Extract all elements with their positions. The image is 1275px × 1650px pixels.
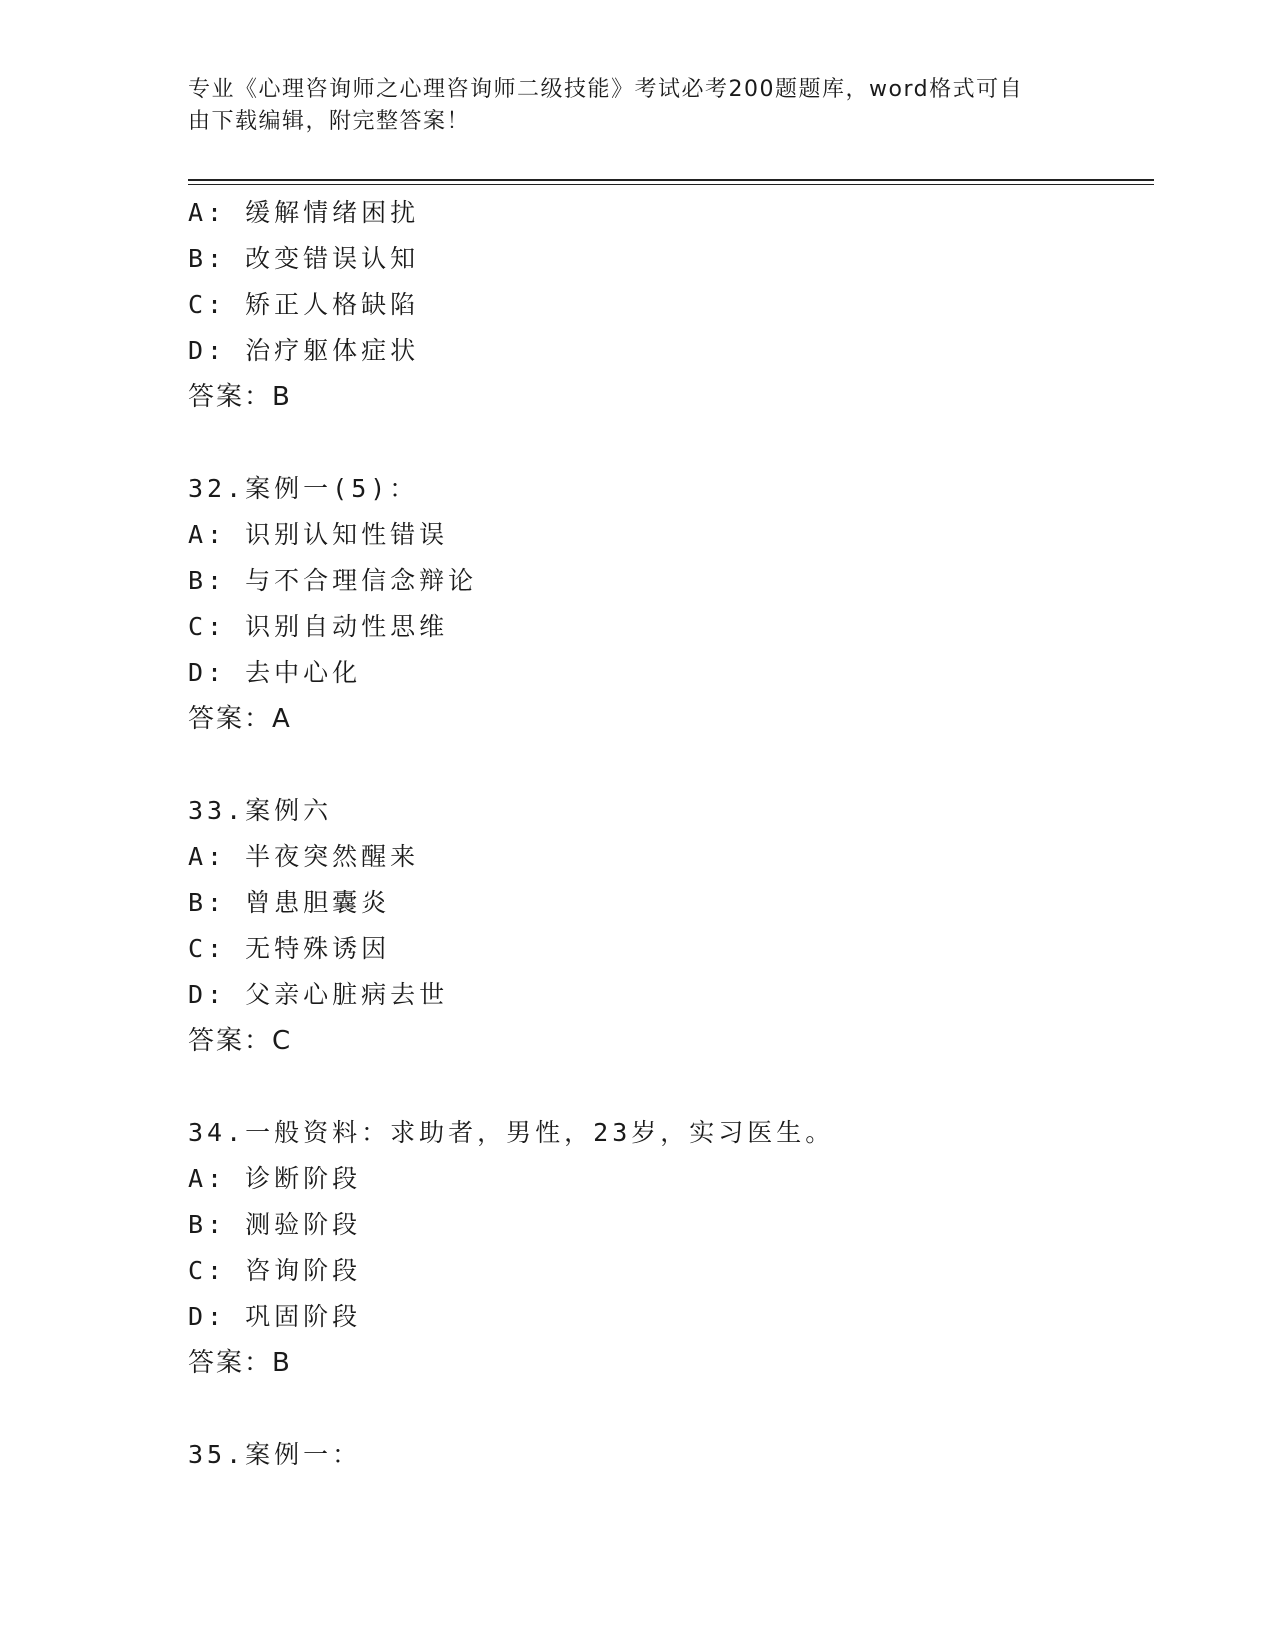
question-title: 32.案例一(5)：: [188, 474, 419, 503]
spacer: [188, 742, 1148, 788]
header-divider-thin: [188, 184, 1154, 185]
document-header: [188, 74, 1068, 138]
question-item: [188, 788, 1148, 1064]
option-d: D: 巩固阶段: [188, 1302, 362, 1331]
option-b: B: 与不合理信念辩论: [188, 566, 478, 595]
spacer: [188, 1064, 1148, 1110]
spacer: [188, 420, 1148, 466]
answer-line: 答案：C: [188, 1026, 293, 1056]
option-d: D: 去中心化: [188, 658, 362, 687]
option-d: D: 治疗躯体症状: [188, 336, 420, 365]
option-a: A: 半夜突然醒来: [188, 842, 420, 871]
option-a: A: 诊断阶段: [188, 1164, 362, 1193]
answer-line: 答案：B: [188, 382, 292, 412]
option-c: C: 咨询阶段: [188, 1256, 362, 1285]
option-a: A: 识别认知性错误: [188, 520, 449, 549]
option-b: B: 测验阶段: [188, 1210, 362, 1239]
option-a: A: 缓解情绪困扰: [188, 198, 420, 227]
option-c: C: 识别自动性思维: [188, 612, 449, 641]
question-item: [188, 466, 1148, 742]
answer-line: 答案：A: [188, 704, 292, 734]
question-list: [188, 190, 1148, 1478]
option-c: C: 矫正人格缺陷: [188, 290, 420, 319]
question-item: [188, 1110, 1148, 1386]
question-item: [188, 190, 1148, 420]
answer-line: 答案：B: [188, 1348, 292, 1378]
option-b: B: 改变错误认知: [188, 244, 420, 273]
header-line-2: 由下载编辑，附完整答案！: [188, 109, 471, 134]
spacer: [188, 1386, 1148, 1432]
header-line-1: 专业《心理咨询师之心理咨询师二级技能》考试必考200题题库，word格式可自: [188, 77, 1024, 102]
option-c: C: 无特殊诱因: [188, 934, 391, 963]
option-b: B: 曾患胆囊炎: [188, 888, 391, 917]
option-d: D: 父亲心脏病去世: [188, 980, 449, 1009]
header-divider-thick: [188, 179, 1154, 181]
question-title: 35.案例一：: [188, 1440, 362, 1469]
question-item: [188, 1432, 1148, 1478]
question-title: 34.一般资料：求助者，男性，23岁，实习医生。: [188, 1118, 835, 1147]
question-title: 33.案例六: [188, 796, 333, 825]
